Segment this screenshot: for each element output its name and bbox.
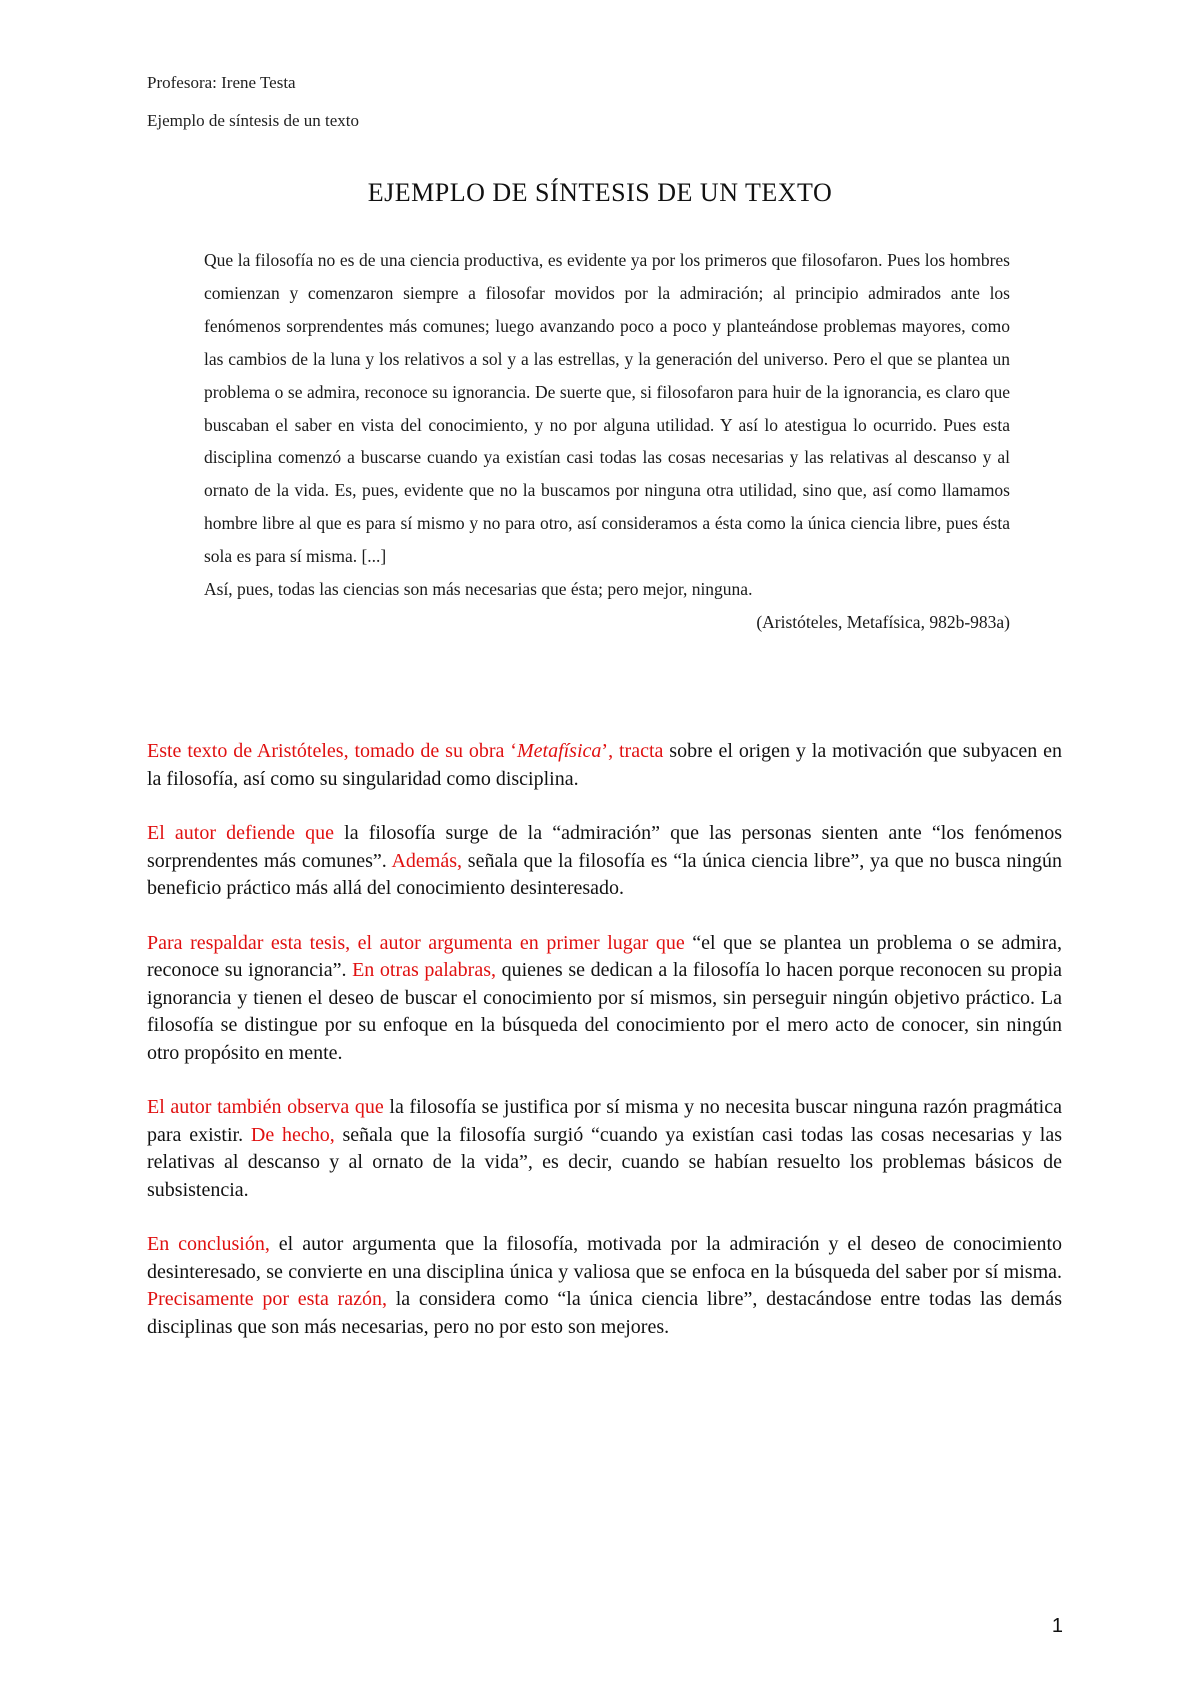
synthesis-text-run: la considera como “la única ciencia libre”, destacándose entre todas las demás disciplinas que son más necesarias, pero no por esto son mejores. [147, 1288, 1062, 1338]
quote-citation: (Aristóteles, Metafísica, 982b-983a) [756, 611, 1010, 632]
quote-paragraph: Así, pues, todas las ciencias son más necesarias que ésta; pero mejor, ninguna. [204, 579, 753, 600]
page-title: EJEMPLO DE SÍNTESIS DE UN TEXTO [367, 178, 833, 207]
connector-phrase: Además, [391, 849, 463, 872]
synthesis-paragraph [147, 820, 1062, 903]
connector-phrase: De hecho, [250, 1123, 335, 1146]
synthesis-text-run: sobre el origen y la motivación que subyacen en la filosofía, así como su singularidad como disciplina. [147, 740, 1062, 790]
connector-phrase: Precisamente por esta razón, [147, 1288, 387, 1310]
document-subtitle: Ejemplo de síntesis de un texto [147, 111, 359, 130]
connector-phrase: El autor también observa que [147, 1096, 384, 1118]
synthesis-text [147, 738, 1062, 1368]
connector-phrase: El autor defiende que [147, 822, 335, 844]
synthesis-paragraph [147, 1094, 1062, 1204]
synthesis-text-run: el autor argumenta que la filosofía, motivada por la admiración y el deseo de conocimiento desinteresado, se convierte en una disciplina única y valiosa que se enfoca en la búsqueda del saber por sí misma. [147, 1233, 1063, 1283]
connector-phrase: En otras palabras, [352, 959, 497, 981]
synthesis-text-run: señala que la filosofía es “la única ciencia libre”, ya que no busca ningún beneficio práctico más allá del conocimiento desinteresado. [147, 849, 1062, 899]
aristotle-quote [204, 244, 1010, 639]
synthesis-paragraph [147, 1231, 1062, 1341]
synthesis-text-run: “el que se plantea un problema o se admira, reconoce su ignorancia”. [147, 931, 1062, 981]
synthesis-paragraph [147, 930, 1062, 1068]
connector-phrase: En conclusión, [147, 1233, 270, 1255]
synthesis-text-run: la filosofía surge de la “admiración” que las personas sienten ante “los fenómenos sorprendentes más comunes”. [147, 822, 1062, 872]
connector-phrase: Para respaldar esta tesis, el autor argumenta en primer lugar que [147, 931, 685, 954]
connector-phrase: Este texto de Aristóteles, tomado de su obra ‘ [147, 740, 517, 762]
teacher-name: Profesora: Irene Testa [147, 73, 296, 92]
synthesis-text-run: quienes se dedican a la filosofía lo hacen porque reconocen su propia ignorancia y tienen el deseo de buscar el conocimiento por sí mismos, sin perseguir ningún objetivo práctico. La filosofía se distingue por su enfoque en la búsqueda del conocimiento por el mero acto de conocer, sin ningún otro propósito en mente. [147, 959, 1062, 1064]
book-title: Metafísica [516, 740, 602, 762]
synthesis-text-run: la filosofía se justifica por sí misma y no necesita buscar ninguna razón pragmática para existir. [147, 1096, 1062, 1146]
quote-paragraph: Que la filosofía no es de una ciencia productiva, es evidente ya por los primeros que filosofaron. Pues los hombres comienzan y comenzaron siempre a filosofar movidos por la admiración; al principio admirados ante los fenómenos sorprendentes más comunes; luego avanzando poco a poco y planteándose problemas mayores, como las cambios de la luna y los relativos a sol y a las estrellas, y la generación del universo. Pero el que se plantea un problema o se admira, reconoce su ignorancia. De suerte que, si filosofaron para huir de la ignorancia, es claro que buscaban el saber en vista del conocimiento, y no por alguna utilidad. Y así lo atestigua lo ocurrido. Pues esta disciplina comenzó a buscarse cuando ya existían casi todas las cosas necesarias y las relativas al descanso y al ornato de la vida. Es, pues, evidente que no la buscamos por ninguna otra utilidad, sino que, así como llamamos hombre libre al que es para sí mismo y no para otro, así consideramos a ésta como la única ciencia libre, pues ésta sola es para sí misma. [...] [204, 250, 1010, 567]
connector-phrase: ’, tracta [601, 740, 664, 762]
synthesis-text-run: señala que la filosofía surgió “cuando ya existían casi todas las cosas necesarias y las relativas al descanso y al ornato de la vida”, es decir, cuando se habían resuelto los problemas básicos de subsistencia. [147, 1123, 1062, 1201]
synthesis-paragraph [147, 738, 1062, 793]
page-number: 1 [1051, 1615, 1063, 1637]
